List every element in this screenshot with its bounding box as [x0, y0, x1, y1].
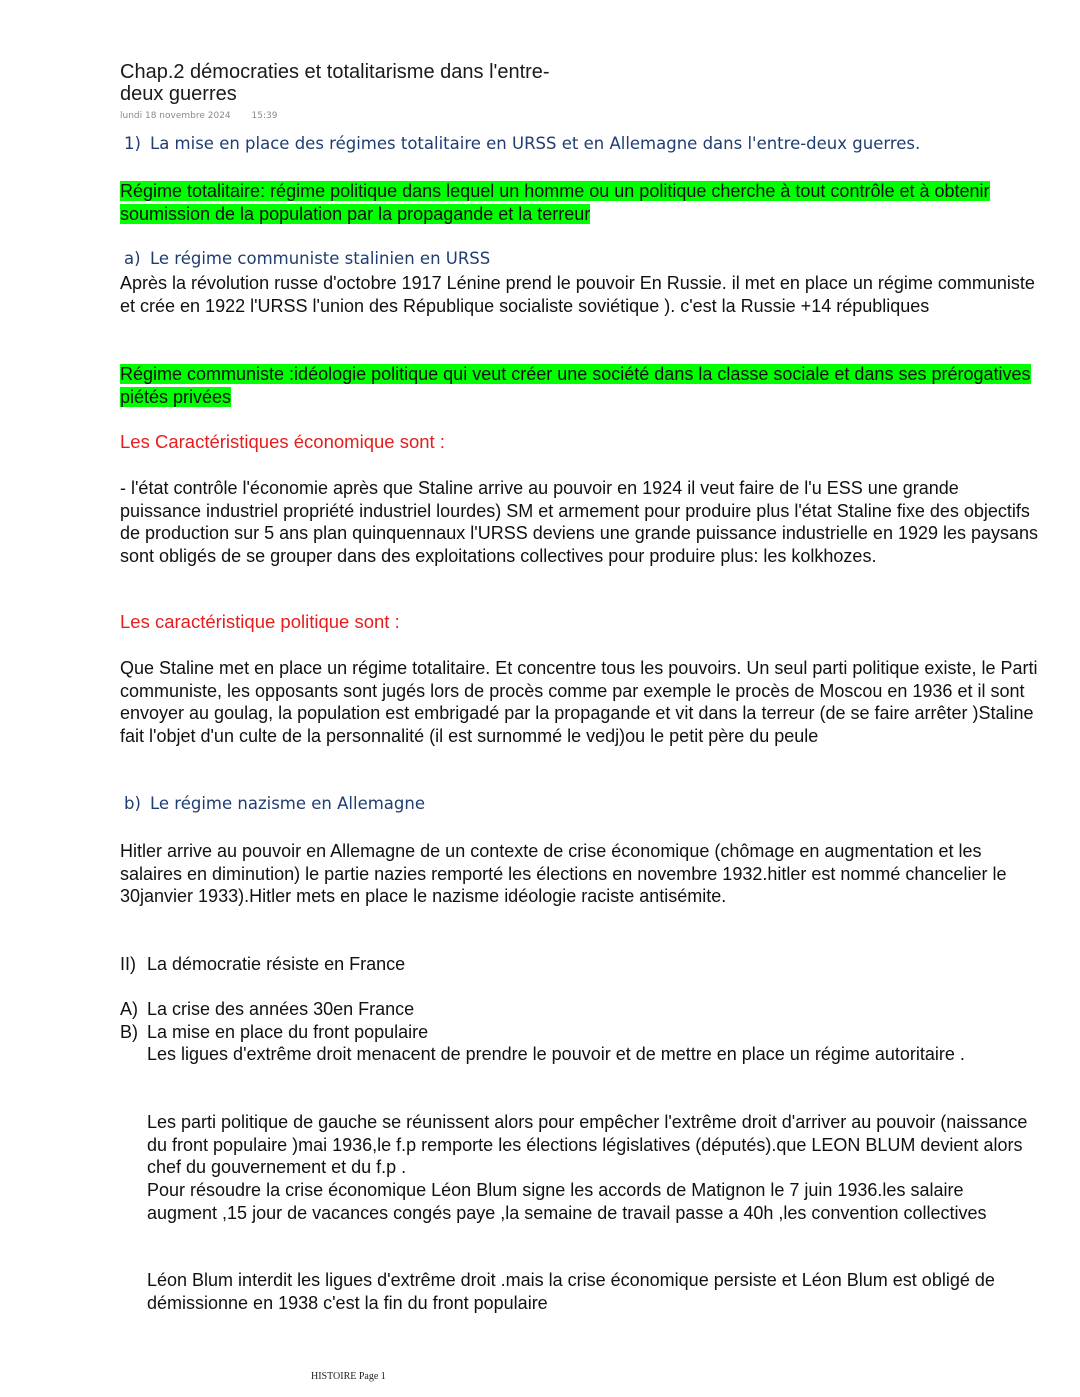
subsection-a-heading-text: Le régime communiste stalinien en URSS [150, 249, 491, 268]
list-item-a-text: La crise des années 30en France [147, 999, 415, 1019]
page-timestamp [120, 111, 277, 121]
definition-totalitaire [120, 180, 1040, 225]
subsection-b-heading-text: Le régime nazisme en Allemagne [150, 794, 426, 813]
economic-heading: Les Caractéristiques économique sont : [120, 431, 445, 452]
definition-communiste-text: Régime communiste :idéologie politique qui veut créer une société dans la classe sociale et dans ses prérogatives piétés privées [120, 364, 1031, 407]
front-populaire-paragraph-4: Léon Blum interdit les ligues d'extrême droit .mais la crise économique persiste et Léon Blum est obligé de démissionne en 1938 c'est la fin du front populaire [147, 1270, 995, 1313]
subsection-a-heading [124, 249, 490, 268]
title-line-2: deux guerres [120, 83, 237, 105]
section-1-number: 1) [124, 134, 141, 153]
economic-paragraph: - l'état contrôle l'économie après que Staline arrive au pouvoir en 1924 il veut faire de l'u ESS une grande puissance industriel propriété industriel lourdes) SM et armement pour produire plus l'état Staline fixe des objectifs de production sur 5 ans plan quinquennaux l'URSS deviens une grande puissance industrielle en 1929 les paysans sont obligés de se grouper dans des exploitations collectives pour produire plus: les kolkhozes. [120, 478, 1039, 566]
subsection-b-label: b) [124, 794, 141, 813]
subsection-a-paragraph: Après la révolution russe d'octobre 1917 Lénine prend le pouvoir En Russie. il met en place un régime communiste et crée en 1922 l'URSS l'union des République socialiste soviétique ). c'est la Russie +14 républiques [120, 273, 1035, 316]
section-2-number: II) [120, 954, 136, 974]
front-populaire-paragraph-2: Les parti politique de gauche se réunissent alors pour empêcher l'extrême droit d'arriver au pouvoir (naissance du front populaire )mai 1936,le f.p remporte les élections législatives (députés).que LEON BLUM devient alors chef du gouvernement et du f.p . [147, 1112, 1028, 1177]
definition-totalitaire-text: Régime totalitaire: régime politique dans lequel un homme ou un politique cherche à tout contrôle et à obtenir soumission de la population par la propagande et la terreur [120, 181, 990, 224]
list-item-b-text: La mise en place du front populaire [147, 1022, 429, 1042]
political-paragraph: Que Staline met en place un régime totalitaire. Et concentre tous les pouvoirs. Un seul parti politique existe, le Parti communiste, les opposants sont jugés lors de procès comme par exemple le procès de Moscou en 1936 et il sont envoyer au goulag, la population est embrigadé par la propagande et vit dans la terreur (de se faire arrêter )Staline fait l'objet d'un culte de la personnalité (il est surnommé le vedj)ou le petit père du peule [120, 658, 1038, 746]
section-2-heading-text: La démocratie résiste en France [147, 954, 406, 974]
subsection-a-label: a) [124, 249, 141, 268]
page-time: 15:39 [251, 111, 278, 121]
title-line-1: Chap.2 démocraties et totalitarisme dans l'entre- [120, 61, 550, 83]
list-item-a-marker: A) [120, 999, 138, 1019]
list-item-b [120, 1021, 428, 1044]
definition-communiste [120, 363, 1040, 408]
section-1-heading-text: La mise en place des régimes totalitaire en URSS et en Allemagne dans l'entre-deux guerres. [150, 134, 921, 153]
page-date: lundi 18 novembre 2024 [120, 111, 231, 121]
front-populaire-paragraph-1: Les ligues d'extrême droit menacent de prendre le pouvoir et de mettre en place un régime autoritaire . [147, 1044, 965, 1064]
section-1-heading [124, 134, 920, 153]
list-item-b-marker: B) [120, 1022, 138, 1042]
front-populaire-paragraph-3: Pour résoudre la crise économique Léon Blum signe les accords de Matignon le 7 juin 1936.les salaire augment ,15 jour de vacances congés paye ,la semaine de travail passe a 40h ,les convention collectives [147, 1180, 987, 1223]
political-heading: Les caractéristique politique sont : [120, 611, 400, 632]
subsection-b-paragraph: Hitler arrive au pouvoir en Allemagne de un contexte de crise économique (chômage en augmentation et les salaires en diminution) le partie nazies remporté les élections en novembre 1932.hitler est nommé chancelier le 30janvier 1933).Hitler mets en place le nazisme idéologie raciste antisémite. [120, 841, 1007, 906]
page-title [120, 61, 550, 105]
subsection-b-heading [124, 794, 425, 813]
page-footer: HISTOIRE Page 1 [311, 1371, 386, 1382]
section-2-heading [120, 953, 405, 976]
list-item-a [120, 998, 414, 1021]
